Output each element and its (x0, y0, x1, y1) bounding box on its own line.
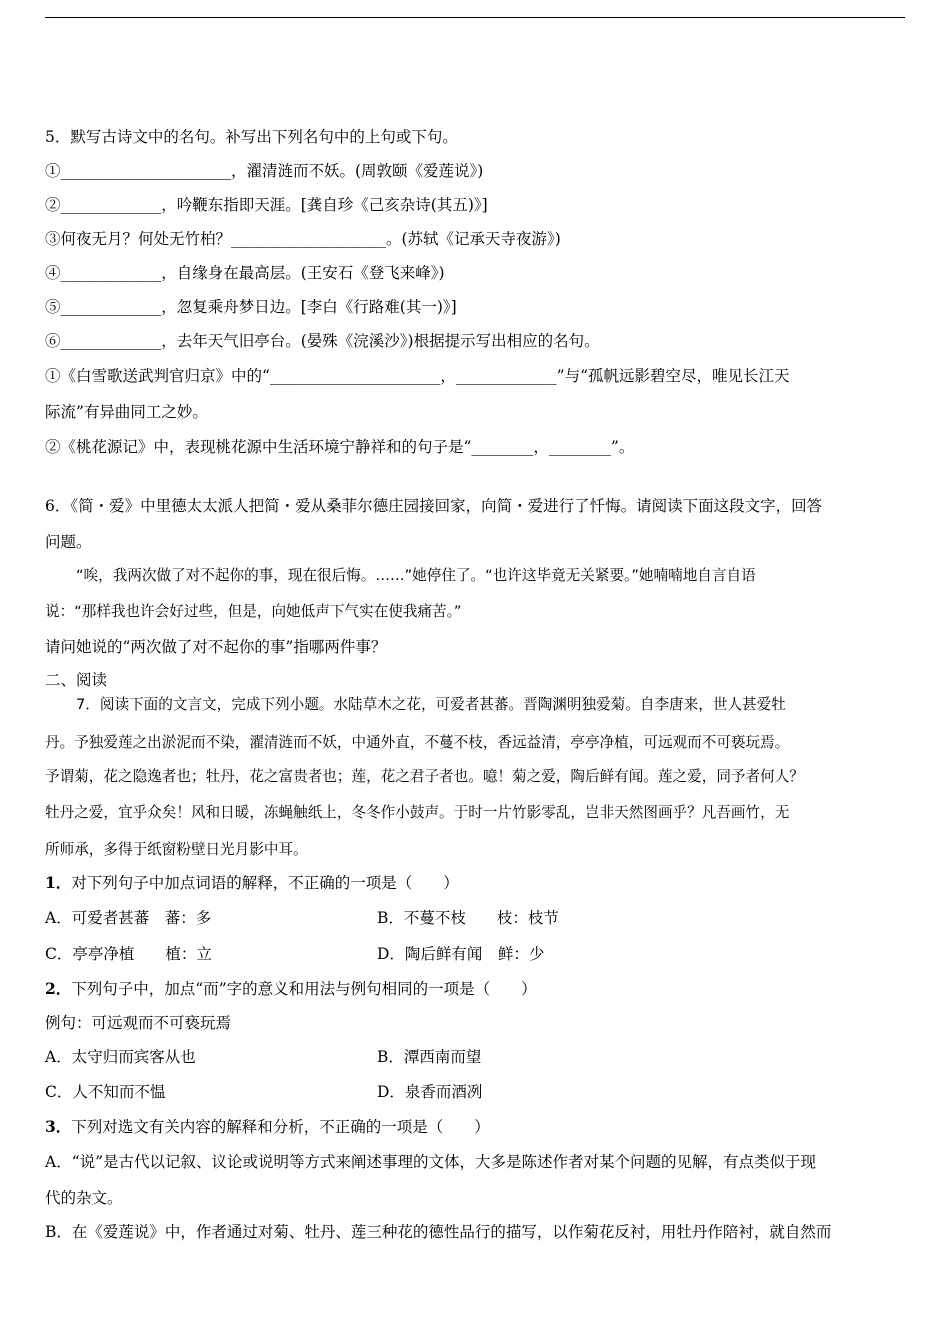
q5-line-9: ②《桃花源记》中，表现桃花源中生活环境宁静祥和的句子是“________，________”。 (45, 438, 635, 456)
sub2-option-d[interactable]: D．泉香而酒冽 (377, 1083, 483, 1101)
passage-line-5: 所师承，多得于纸窗粉壁日光月影中耳。 (45, 841, 308, 858)
passage-line-4: 牡丹之爱，宜乎众矣！风和日暖，冻蝇触纸上，冬冬作小鼓声。于时一片竹影零乱，岂非天然图画乎？凡吾画竹，无 (45, 804, 790, 821)
q5-line-2: ②_____________，吟鞭东指即天涯。[龚自珍《己亥杂诗(其五)》] (45, 196, 488, 214)
q5-line-3: ③何夜无月？何处无竹柏？____________________。(苏轼《记承天寺夜游》) (45, 230, 561, 248)
sub1-number: 1． (45, 873, 72, 892)
sub1-stem-text: 对下列句子中加点词语的解释，不正确的一项是（ ） (71, 874, 459, 892)
sub1-option-d[interactable]: D．陶后鲜有闻 鲜：少 (377, 945, 545, 963)
sub1-stem (45, 873, 459, 893)
q5-line-8: 际流”有异曲同工之妙。 (45, 403, 208, 421)
sub3-option-b-line-1[interactable]: B．在《爱莲说》中，作者通过对菊、牡丹、莲三种花的德性品行的描写，以作菊花反衬，用牡丹作陪衬，就自然而 (45, 1223, 832, 1241)
sub1-options-row2 (45, 944, 905, 964)
passage-line-3: 予谓菊，花之隐逸者也；牡丹，花之富贵者也；莲，花之君子者也。噫！菊之爱，陶后鲜有闻。莲之爱，同予者何人？ (45, 768, 804, 785)
sub2-options-row2 (45, 1082, 905, 1102)
sub3-option-a-line-2[interactable]: 代的杂文。 (45, 1189, 123, 1207)
q6-quote-1: “唉，我两次做了对不起你的事，现在很后悔。……”她停住了。“也许这毕竟无关紧要。”她喃喃地自言自语 (76, 567, 756, 584)
sub3-stem (45, 1117, 490, 1137)
q5-line-7: ①《白雪歌送武判官归京》中的“______________________，_____________”与“孤帆远影碧空尽，唯见长江天 (45, 367, 790, 385)
sub2-option-b[interactable]: B．潭西南而望 (377, 1048, 482, 1066)
sub1-option-b[interactable]: B．不蔓不枝 枝：枝节 (377, 909, 559, 927)
sub1-option-c[interactable]: C．亭亭净植 植：立 (45, 945, 212, 963)
sub2-number: 2． (45, 979, 72, 998)
q6-quote-2: 说：“那样我也许会好过些，但是，向她低声下气实在使我痛苦。” (45, 603, 462, 620)
q6-line-1: 6．《简・爱》中里德太太派人把简・爱从桑菲尔德庄园接回家，向简・爱进行了忏悔。请阅读下面这段文字，回答 (45, 497, 823, 515)
q5-line-1: ①______________________，濯清涟而不妖。(周敦颐《爱莲说》) (45, 162, 484, 180)
passage-line-2: 丹。予独爱莲之出淤泥而不染，濯清涟而不妖，中通外直，不蔓不枝，香远益清，亭亭净植，可远观而不可亵玩焉。 (45, 734, 790, 751)
sub2-stem-text: 下列句子中，加点“而”字的意义和用法与例句相同的一项是（ ） (71, 980, 537, 998)
sub2-option-c[interactable]: C．人不知而不愠 (45, 1083, 166, 1101)
q5-title: 5．默写古诗文中的名句。补写出下列名句中的上句或下句。 (45, 128, 458, 146)
q5-line-4: ④_____________，自缘身在最高层。(王安石《登飞来峰》) (45, 264, 445, 282)
header-rule (45, 17, 905, 18)
sub3-option-a-line-1[interactable]: A．“说”是古代以记叙、议论或说明等方式来阐述事理的文体，大多是陈述作者对某个问题的见解，有点类似于现 (45, 1153, 817, 1171)
q5-line-6: ⑥_____________，去年天气旧亭台。(晏殊《浣溪沙》)根据提示写出相应的名句。 (45, 332, 600, 350)
sub2-stem (45, 979, 537, 999)
section-heading: 二、阅读 (45, 671, 108, 689)
sub1-options-row1 (45, 908, 905, 928)
sub2-options-row1 (45, 1047, 905, 1067)
passage-line-1: 7．阅读下面的文言文，完成下列小题。水陆草木之花，可爱者甚蕃。晋陶渊明独爱菊。自李唐来，世人甚爱牡 (76, 696, 786, 713)
sub2-example: 例句：可远观而不可亵玩焉 (45, 1014, 232, 1032)
q5-line-5: ⑤_____________，忽复乘舟梦日边。[李白《行路难(其一)》] (45, 298, 457, 316)
sub1-option-a[interactable]: A．可爱者甚蕃 蕃：多 (45, 909, 212, 927)
sub2-option-a[interactable]: A．太守归而宾客从也 (45, 1048, 196, 1066)
sub3-stem-text: 下列对选文有关内容的解释和分析，不正确的一项是（ ） (71, 1118, 490, 1136)
q6-line-2: 问题。 (45, 533, 92, 551)
sub3-number: 3． (45, 1117, 72, 1136)
q6-question: 请问她说的“两次做了对不起你的事”指哪两件事？ (45, 638, 387, 656)
